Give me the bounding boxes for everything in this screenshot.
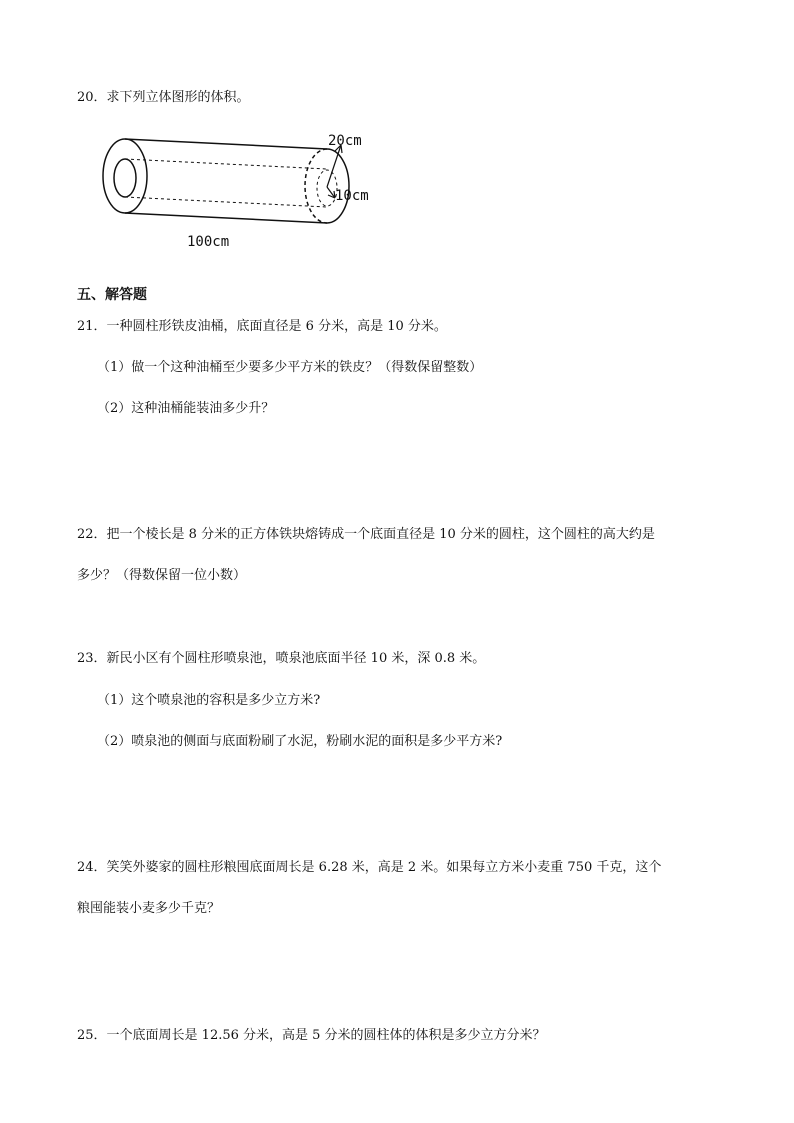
question-21: 21．一种圆柱形铁皮油桶，底面直径是 6 分米，高是 10 分米。 — [77, 319, 447, 334]
question-23: 23．新民小区有个圆柱形喷泉池，喷泉池底面半径 10 米，深 0.8 米。 — [77, 651, 486, 666]
question-21-part-1: （1）做一个这种油桶至少要多少平方米的铁皮？（得数保留整数） — [97, 360, 483, 375]
question-20: 20．求下列立体图形的体积。 — [77, 90, 250, 105]
inner-radius-label: 10cm — [335, 188, 369, 204]
question-23-part-1: （1）这个喷泉池的容积是多少立方米? — [97, 693, 321, 708]
question-23-part-2: （2）喷泉池的侧面与底面粉刷了水泥，粉刷水泥的面积是多少平方米? — [97, 734, 503, 749]
question-25: 25．一个底面周长是 12.56 分米，高是 5 分米的圆柱体的体积是多少立方分米？ — [77, 1028, 546, 1043]
left-inner-circle — [114, 159, 136, 197]
question-21-part-2: （2）这种油桶能装油多少升？ — [97, 401, 275, 416]
cylinder-bottom-edge — [125, 213, 327, 223]
right-outer-back — [305, 149, 327, 223]
section-title: 五、解答题 — [77, 287, 147, 303]
question-22-line-2: 多少？（得数保留一位小数） — [77, 568, 247, 583]
outer-radius-label: 20cm — [328, 133, 362, 149]
length-label: 100cm — [187, 234, 230, 250]
question-22-line-1: 22．把一个棱长是 8 分米的正方体铁块熔铸成一个底面直径是 10 分米的圆柱，这个圆柱的高大约是 — [77, 527, 655, 542]
question-24-line-2: 粮囤能装小麦多少千克？ — [77, 901, 221, 916]
inner-top-dashed — [125, 159, 327, 169]
cylinder-top-edge — [125, 139, 327, 149]
left-outer-circle — [103, 139, 147, 213]
inner-bottom-dashed — [125, 197, 327, 207]
question-24-line-1: 24．笑笑外婆家的圆柱形粮囤底面周长是 6.28 米，高是 2 米。如果每立方米小麦重 750 千克，这个 — [77, 860, 662, 875]
right-outer-front — [327, 149, 349, 223]
hollow-cylinder-figure — [95, 125, 395, 255]
